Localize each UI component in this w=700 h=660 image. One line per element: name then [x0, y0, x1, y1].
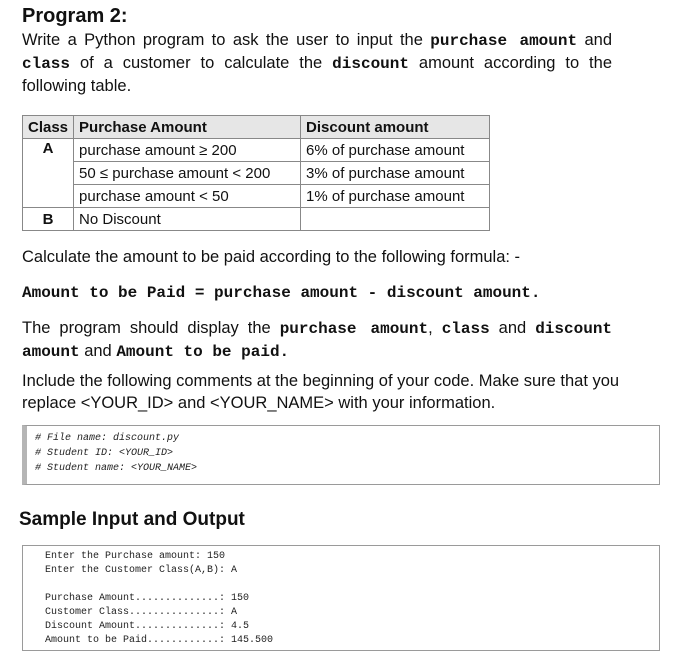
intro-text-4: amount according to the following table. [22, 54, 612, 95]
display-text-3: and [489, 319, 536, 337]
code-comment-line: # Student ID: <YOUR_ID> [35, 448, 174, 459]
comments-instruction: Include the following comments at the beginning of your code. Make sure that you replace <YOUR_ID> and <YOUR_NAME> with your information. [22, 372, 620, 412]
table-header-row [23, 116, 490, 139]
table-row [23, 208, 490, 231]
sample-output-box [22, 545, 660, 651]
formula-intro: Calculate the amount to be paid according to the following formula: - [22, 248, 521, 266]
header-class: Class [23, 116, 74, 139]
sample-output-line: Customer Class...............: A [45, 607, 238, 618]
code-comment-line: # Student name: <YOUR_NAME> [35, 463, 198, 474]
code-comment-line: # File name: discount.py [35, 433, 180, 444]
sample-input-line: Enter the Customer Class(A,B): A [45, 565, 238, 576]
intro-code-1: purchase amount [430, 32, 578, 50]
intro-code-3: discount [332, 55, 409, 73]
sample-output-line: Amount to be Paid............: 145.500 [45, 635, 274, 646]
display-code-3: discount amount [22, 320, 613, 361]
purchase-cell: purchase amount ≥ 200 [74, 139, 301, 162]
intro-text-1: Write a Python program to ask the user to input the [22, 31, 431, 49]
display-code-4: Amount to be paid. [116, 343, 290, 361]
table-row [23, 162, 490, 185]
purchase-cell: 50 ≤ purchase amount < 200 [74, 162, 301, 185]
formula: Amount to be Paid = purchase amount - discount amount. [22, 284, 541, 302]
page-title: Program 2: [22, 5, 128, 27]
intro-paragraph [22, 29, 612, 97]
intro-code-2: class [22, 55, 71, 73]
comments-code-box [22, 425, 660, 485]
intro-text-2: and [577, 31, 612, 49]
class-a-cell: A [23, 139, 74, 208]
display-text-1: The program should display the [22, 319, 280, 337]
discount-cell [301, 208, 490, 231]
header-purchase-amount: Purchase Amount [74, 116, 301, 139]
class-b-cell: B [23, 208, 74, 231]
display-text-2: , [428, 319, 442, 337]
table-row [23, 139, 490, 162]
discount-table [22, 115, 490, 231]
purchase-cell: purchase amount < 50 [74, 185, 301, 208]
discount-cell: 1% of purchase amount [301, 185, 490, 208]
discount-cell: 3% of purchase amount [301, 162, 490, 185]
header-discount-amount: Discount amount [301, 116, 490, 139]
sample-input-line: Enter the Purchase amount: 150 [45, 551, 226, 562]
display-code-2: class [441, 320, 490, 338]
display-text-4: and [79, 342, 117, 360]
table-row [23, 185, 490, 208]
sample-output-line: Discount Amount..............: 4.5 [45, 621, 250, 632]
display-paragraph [22, 317, 612, 363]
sample-title: Sample Input and Output [19, 509, 245, 530]
discount-cell: 6% of purchase amount [301, 139, 490, 162]
sample-output-line: Purchase Amount..............: 150 [45, 593, 250, 604]
intro-text-3: of a customer to calculate the [70, 54, 333, 72]
purchase-cell: No Discount [74, 208, 301, 231]
display-code-1: purchase amount [279, 320, 429, 338]
